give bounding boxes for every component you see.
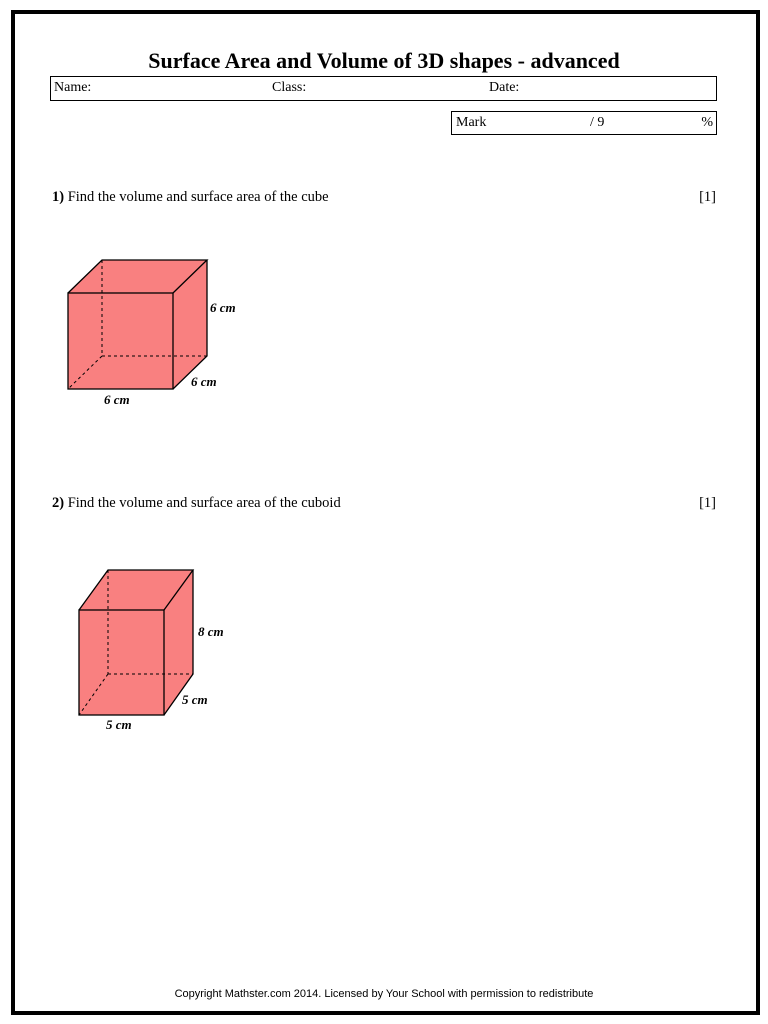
class-label: Class: (272, 80, 307, 95)
copyright-footer: Copyright Mathster.com 2014. Licensed by Your School with permission to redistribute (174, 988, 594, 1000)
page-title: Surface Area and Volume of 3D shapes - advanced (148, 48, 620, 73)
question-1-text: Find the volume and surface area of the cube (67, 189, 329, 205)
page-border (11, 10, 760, 1015)
question-2 (52, 495, 341, 512)
cube-height-label: 6 cm (210, 300, 236, 315)
student-info-box (50, 76, 717, 101)
cube-front-face (68, 293, 173, 389)
cuboid-width-label: 5 cm (106, 717, 132, 732)
mark-box (451, 111, 717, 135)
question-2-marks: [1] (699, 495, 716, 511)
mark-label: Mark (456, 115, 487, 130)
cube-depth-label: 6 cm (191, 374, 217, 389)
date-label: Date: (489, 80, 520, 95)
question-2-text: Find the volume and surface area of the cuboid (67, 495, 341, 511)
mark-total: / 9 (590, 115, 605, 130)
question-2-number: 2) (52, 495, 65, 511)
question-1-marks: [1] (699, 189, 716, 205)
percent-sign: % (701, 115, 713, 130)
cuboid-front-face (79, 610, 164, 715)
cuboid-depth-label: 5 cm (182, 692, 208, 707)
question-1-number: 1) (52, 189, 65, 205)
cuboid-diagram (70, 562, 270, 737)
cuboid-height-label: 8 cm (198, 624, 224, 639)
question-1 (52, 189, 329, 206)
cube-diagram (60, 252, 260, 412)
cube-width-label: 6 cm (104, 392, 130, 407)
name-label: Name: (54, 80, 92, 95)
